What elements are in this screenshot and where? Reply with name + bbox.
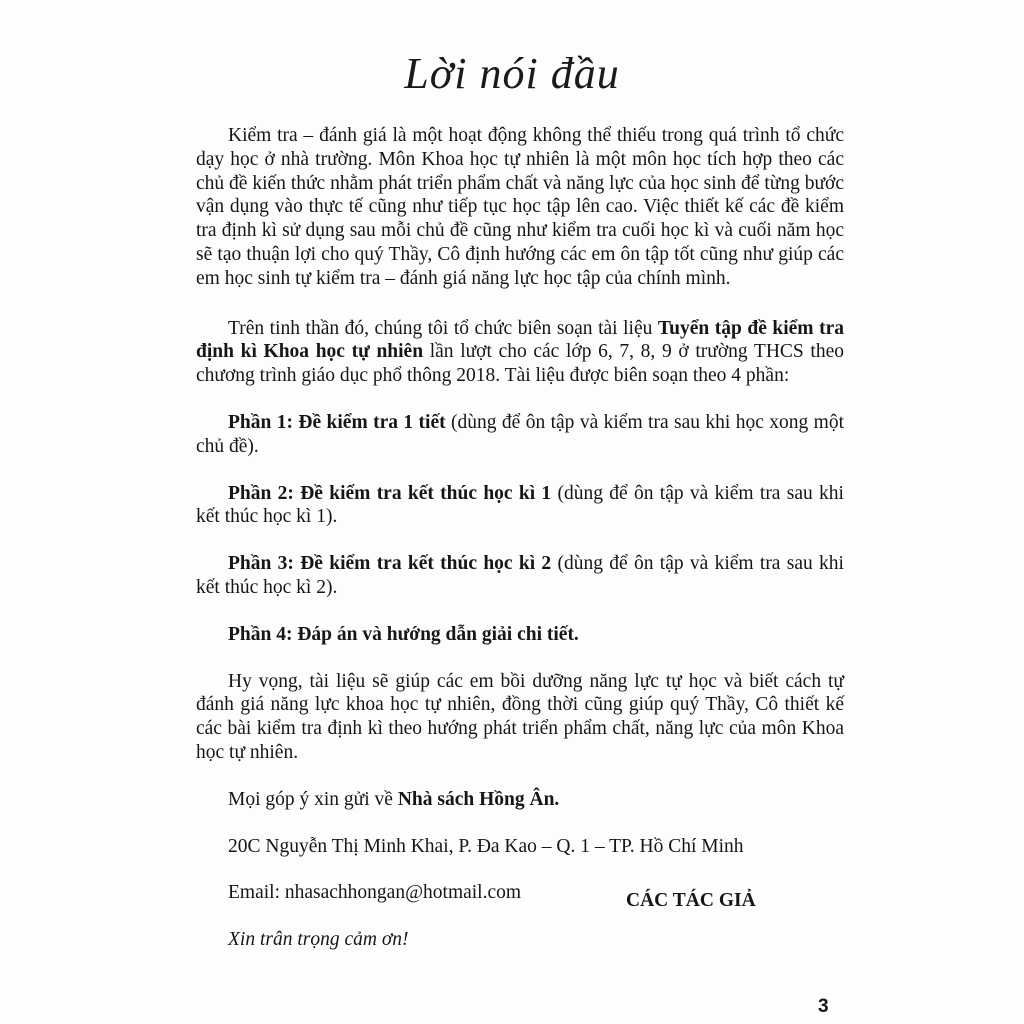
part-2-description: (dùng để ôn tập và kiểm tra sau khi kết thúc học kì 1). xyxy=(196,482,844,528)
part-1-title: Phần 1: Đề kiểm tra 1 tiết xyxy=(228,411,446,433)
paragraph-part-4 xyxy=(196,623,844,647)
paragraph-part-2 xyxy=(196,482,844,530)
paragraph-email: Email: nhasachhongan@hotmail.com xyxy=(228,882,522,904)
purpose-text-start: Trên tinh thần đó, chúng tôi tổ chức biên soạn tài liệu xyxy=(228,317,658,339)
paragraph-intro: Kiểm tra – đánh giá là một hoạt động không thể thiếu trong quá trình tổ chức dạy học ở nhà trường. Môn Khoa học tự nhiên là một môn học tích hợp theo các chủ đề kiến thức nhằm phát triển phẩm chất và năng lực của học sinh để từng bước vận dụng vào thực tế cũng như tiếp tục học tập lên cao. Việc thiết kế các đề kiểm tra định kì sử dụng sau mỗi chủ đề cũng như kiểm tra cuối học kì và cuối năm học sẽ tạo thuận lợi cho quý Thầy, Cô định hướng các em ôn tập tốt cũng như giúp các em học sinh tự kiểm tra – đánh giá năng lực học tập của chính mình. xyxy=(196,125,844,289)
part-3-title: Phần 3: Đề kiểm tra kết thúc học kì 2 xyxy=(228,553,552,575)
paragraph-hope: Hy vọng, tài liệu sẽ giúp các em bồi dưỡng năng lực tự học và biết cách tự đánh giá năng lực khoa học tự nhiên, đồng thời cũng giúp quý Thầy, Cô thiết kế các bài kiểm tra định kì theo hướng phát triển phẩm chất, năng lực của môn Khoa học tự nhiên. xyxy=(196,670,844,763)
page-number: 3 xyxy=(818,996,829,1017)
paragraph-part-1 xyxy=(196,411,844,459)
book-title-bold: Tuyển tập đề kiểm tra định kì Khoa học tự nhiên xyxy=(196,317,844,363)
paragraph-feedback xyxy=(196,788,844,812)
part-1-description: (dùng để ôn tập và kiểm tra sau khi học xong một chủ đề). xyxy=(196,411,844,457)
publisher-name: Nhà sách Hồng Ân. xyxy=(397,788,560,810)
preface-body xyxy=(196,124,844,952)
part-2-title: Phần 2: Đề kiểm tra kết thúc học kì 1 xyxy=(228,482,552,504)
paragraph-purpose xyxy=(196,317,844,388)
feedback-text: Mọi góp ý xin gửi về xyxy=(228,788,398,810)
page-title: Lời nói đầu xyxy=(404,49,620,98)
paragraph-address: 20C Nguyễn Thị Minh Khai, P. Đa Kao – Q. 1 – TP. Hồ Chí Minh xyxy=(228,835,744,857)
purpose-text-end: lần lượt cho các lớp 6, 7, 8, 9 ở trường THCS theo chương trình giáo dục phổ thông 2018. Tài liệu được biên soạn theo 4 phần: xyxy=(196,341,845,387)
paragraph-thanks: Xin trân trọng cảm ơn! xyxy=(228,929,409,951)
part-3-description: (dùng để ôn tập và kiểm tra sau khi kết thúc học kì 2). xyxy=(196,553,844,598)
authors-signature: CÁC TÁC GIẢ xyxy=(626,890,756,911)
part-4-title: Phần 4: Đáp án và hướng dẫn giải chi tiết. xyxy=(228,623,579,645)
paragraph-part-3 xyxy=(196,552,844,600)
